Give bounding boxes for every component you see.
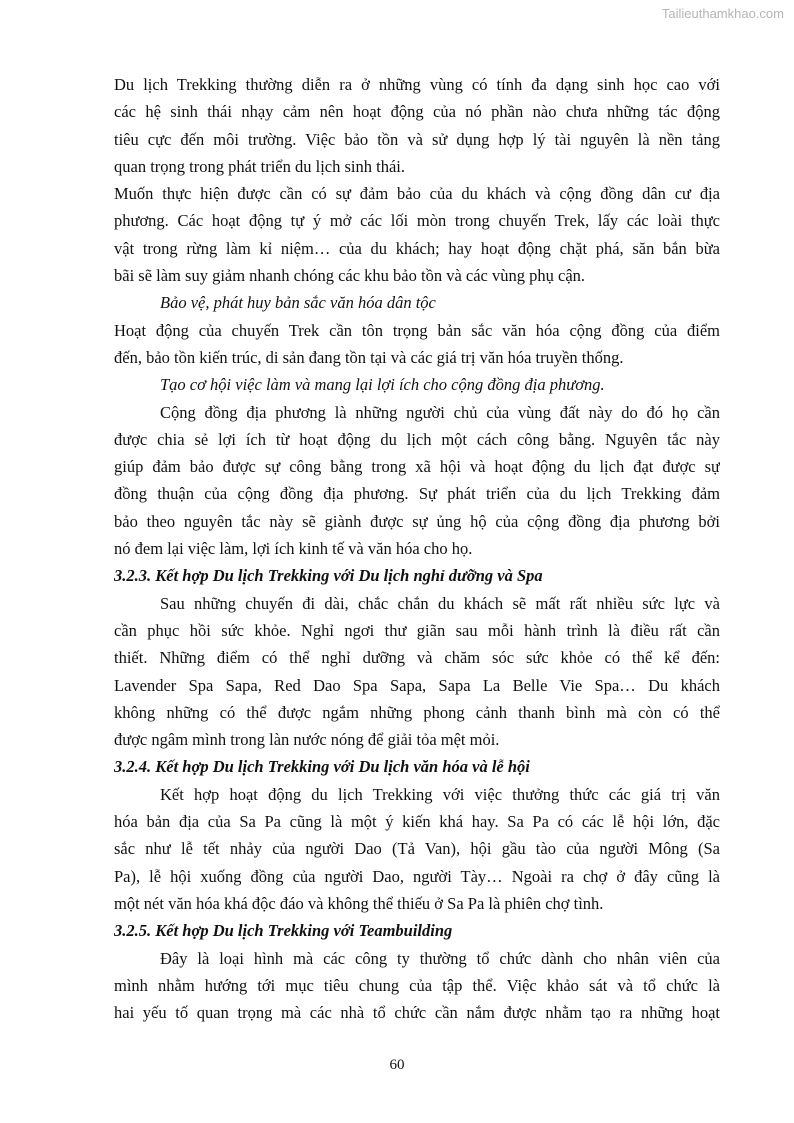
text-line: bãi sẽ làm suy giảm nhanh chóng các khu bảo tồn và các vùng phụ cận. [114,266,586,286]
text-line: Đây là loại hình mà các công ty thường tổ chức dành cho nhân viên của [160,948,720,968]
text-line: thiết. Những điểm có thể nghỉ dưỡng và chăm sóc sức khỏe có thể kể đến: [114,648,720,668]
text-line: giúp đảm bảo được sự công bằng trong xã hội và hoạt động du lịch đạt được sự [114,457,720,477]
text-line: vật trong rừng làm kỉ niệm… của du khách; hay hoạt động chặt phá, săn bắn bừa [114,238,720,258]
text-line: Muốn thực hiện được cần có sự đảm bảo của du khách và cộng đồng dân cư địa [114,184,720,204]
text-line: Du lịch Trekking thường diễn ra ở những vùng có tính đa dạng sinh học cao với [114,75,720,94]
text-line: tiêu cực đến môi trường. Việc bảo tồn và sử dụng hợp lý tài nguyên là nền tảng [114,129,720,149]
text-line: được ngâm mình trong làn nước nóng để giải tỏa mệt mỏi. [114,730,500,750]
text-line: đồng thuận của cộng đồng địa phương. Sự phát triển của du lịch Trekking đảm [114,484,720,504]
text-line: Pa), lễ hội xuống đồng của người Dao, người Tày… Ngoài ra chợ ở đây cũng là [114,866,720,886]
watermark-text: Tailieuthamkhao.com [661,6,784,21]
text-line: các hệ sinh thái nhạy cảm nên hoạt động của nó phần nào chưa những tác động [114,102,720,122]
text-line: không những có thể được ngắm những phong cảnh thanh bình mà còn có thể [114,702,720,722]
text-line: được chia sẻ lợi ích từ hoạt động du lịch một cách công bằng. Nguyên tắc này [114,429,720,449]
text-line: bảo theo nguyên tắc này sẽ giành được sự ủng hộ của cộng đồng địa phương bởi [114,511,720,531]
text-line: hai yếu tố quan trọng mà các nhà tổ chức cần nắm được nhằm tạo ra những hoạt [114,1003,720,1023]
document-body [114,71,720,1026]
text-line: một nét văn hóa khá độc đáo và không thể thiếu ở Sa Pa là phiên chợ tình. [114,893,604,913]
text-line: mình nhằm hướng tới mục tiêu chung của tập thể. Việc khảo sát và tổ chức là [114,975,720,995]
text-line: Sau những chuyến đi dài, chắc chắn du khách sẽ mất rất nhiều sức lực và [160,593,720,613]
text-line: quan trọng trong phát triển du lịch sinh thái. [114,156,405,176]
section-heading: 3.2.4. Kết hợp Du lịch Trekking với Du lịch văn hóa và lễ hội [114,757,530,777]
text-line: hóa bản địa của Sa Pa cũng là một ý kiến khá hay. Sa Pa có các lễ hội lớn, đặc [114,812,720,832]
text-line: Hoạt động của chuyến Trek cần tôn trọng bản sắc văn hóa cộng đồng của điểm [114,320,720,340]
text-line: nó đem lại việc làm, lợi ích kinh tế và văn hóa cho họ. [114,539,473,559]
text-line: Kết hợp hoạt động du lịch Trekking với việc thưởng thức các giá trị văn [160,784,720,804]
text-line: sắc như lễ tết nhảy của người Dao (Tả Van), hội gầu tào của người Mông (Sa [114,839,720,859]
text-line: Lavender Spa Sapa, Red Dao Spa Sapa, Sapa La Belle Vie Spa… Du khách [114,675,720,695]
text-line: đến, bảo tồn kiến trúc, di sản đang tồn tại và các giá trị văn hóa truyền thống. [114,347,624,367]
text-line: Bảo vệ, phát huy bản sắc văn hóa dân tộc [160,293,436,313]
section-heading: 3.2.5. Kết hợp Du lịch Trekking với Teambuilding [114,921,453,941]
text-line: phương. Các hoạt động tự ý mở các lối mòn trong chuyến Trek, lấy các loài thực [114,211,720,231]
text-line: Tạo cơ hội việc làm và mang lại lợi ích cho cộng đồng địa phương. [160,375,605,395]
text-line: cần phục hồi sức khỏe. Nghỉ ngơi thư giãn sau mỗi hành trình là điều rất cần [114,620,720,640]
section-heading: 3.2.3. Kết hợp Du lịch Trekking với Du lịch nghỉ dưỡng và Spa [114,566,543,586]
page-number: 60 [389,1057,405,1073]
text-line: Cộng đồng địa phương là những người chủ của vùng đất này do đó họ cần [160,402,720,422]
